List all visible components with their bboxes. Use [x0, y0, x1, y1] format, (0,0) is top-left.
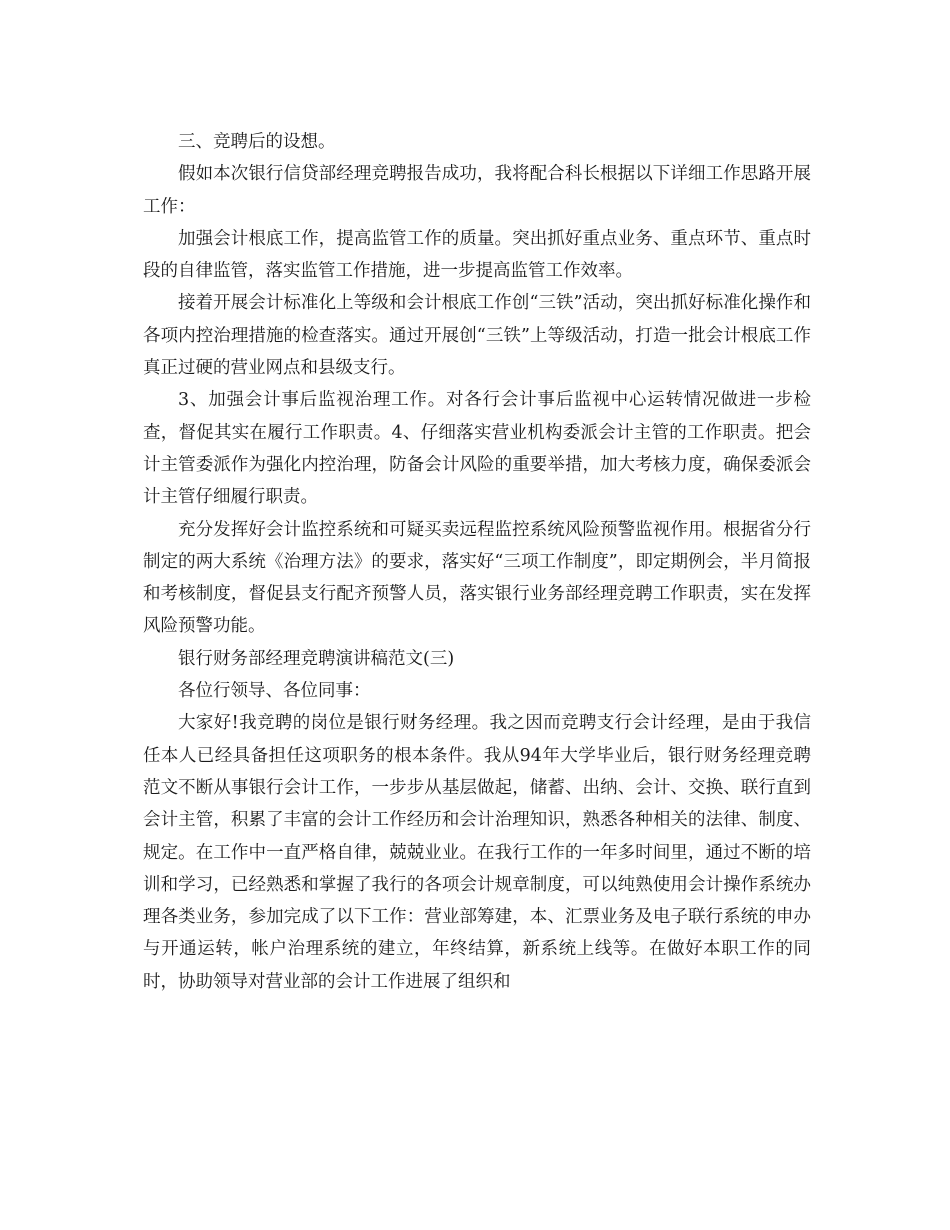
salutation: 各位行领导、各位同事：	[178, 681, 371, 702]
document-body	[143, 126, 811, 998]
paragraph: 3、加强会计事后监视治理工作。对各行会计事后监视中心运转情况做进一步检查，督促其实在履行工作职责。4、仔细落实营业机构委派会计主管的工作职责。把会计主管委派作为强化内控治理，防备会计风险的重要举措，加大考核力度，确保委派会计主管仔细履行职责。	[143, 390, 811, 508]
section-heading: 三、竞聘后的设想。	[178, 132, 336, 152]
paragraph: 加强会计根底工作，提高监管工作的质量。突出抓好重点业务、重点环节、重点时段的自律监管，落实监管工作措施，进一步提高监管工作效率。	[143, 228, 811, 282]
paragraph: 大家好!我竞聘的岗位是银行财务经理。我之因而竞聘支行会计经理，是由于我信任本人已经具备担任这项职务的根本条件。我从94年大学毕业后，银行财务经理竞聘范文不断从事银行会计工作，一步步从基层做起，储蓄、出纳、会计、交换、联行直到会计主管，积累了丰富的会计工作经历和会计治理知识，熟悉各种相关的法律、制度、规定。在工作中一直严格自律，兢兢业业。在我行工作的一年多时间里，通过不断的培训和学习，已经熟悉和掌握了我行的各项会计规章制度，可以纯熟使用会计操作系统办理各类业务，参加完成了以下工作：营业部筹建，本、汇票业务及电子联行系统的申办与开通运转，帐户治理系统的建立，年终结算，新系统上线等。在做好本职工作的同时，协助领导对营业部的会计工作进展了组织和	[143, 713, 811, 992]
paragraph: 充分发挥好会计监控系统和可疑买卖远程监控系统风险预警监视作用。根据省分行制定的两大系统《治理方法》的要求，落实好“三项工作制度”，即定期例会，半月简报和考核制度，督促县支行配齐预警人员，落实银行业务部经理竞聘工作职责，实在发挥风险预警功能。	[143, 519, 811, 637]
document-title: 银行财务部经理竞聘演讲稿范文(三)	[178, 648, 455, 669]
paragraph: 假如本次银行信贷部经理竞聘报告成功，我将配合科长根据以下详细工作思路开展工作：	[143, 164, 811, 217]
paragraph: 接着开展会计标准化上等级和会计根底工作创“三铁”活动，突出抓好标准化操作和各项内控治理措施的检查落实。通过开展创“三铁”上等级活动，打造一批会计根底工作真正过硬的营业网点和县级支行。	[143, 293, 811, 379]
